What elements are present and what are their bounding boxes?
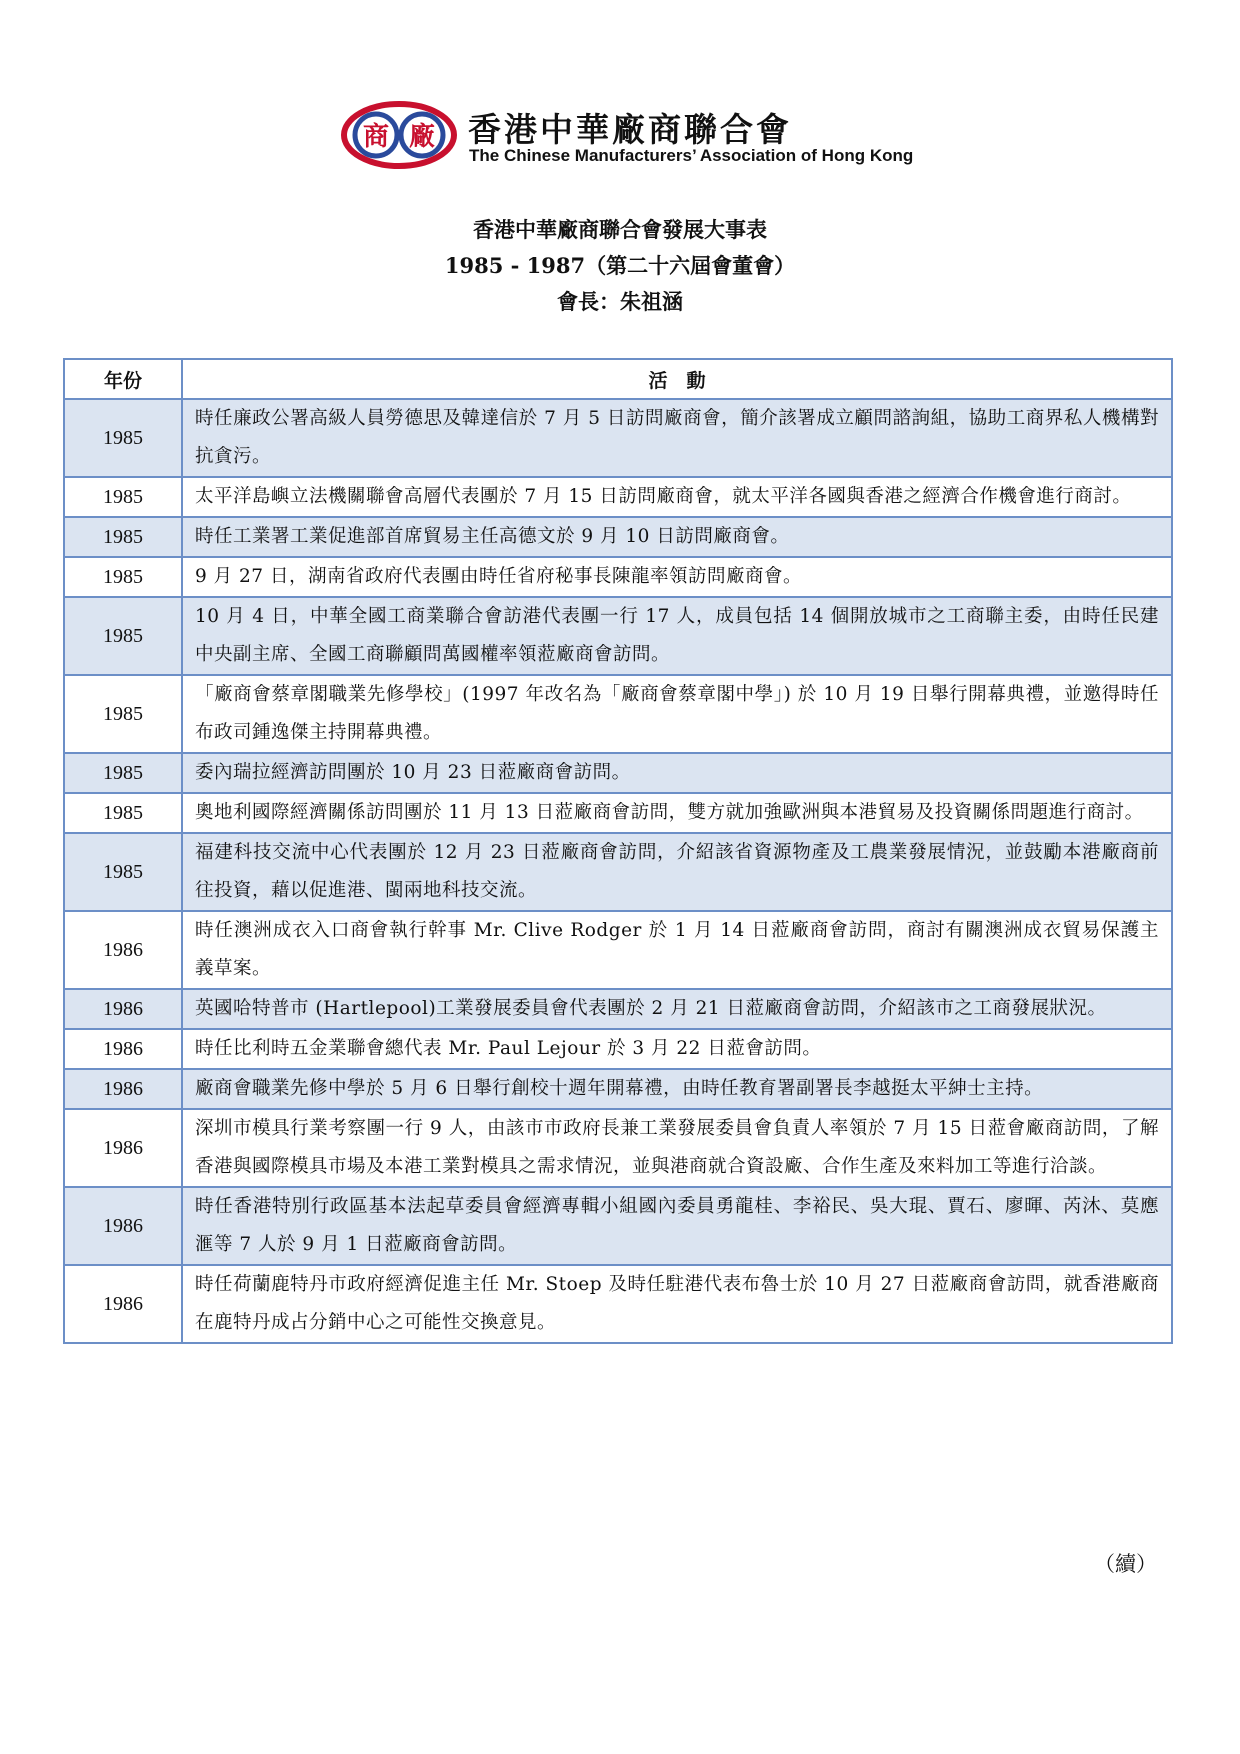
- logo-right-char: 廠: [408, 122, 436, 152]
- table-row: [64, 833, 1172, 911]
- year-cell: 1985: [64, 833, 182, 911]
- year-cell: 1986: [64, 1029, 182, 1069]
- activity-cell: 奧地利國際經濟關係訪問團於 11 月 13 日蒞廠商會訪問，雙方就加強歐洲與本港貿易及投資關係問題進行商討。: [182, 793, 1172, 833]
- table-row: [64, 793, 1172, 833]
- activity-cell: 廠商會職業先修中學於 5 月 6 日舉行創校十週年開幕禮，由時任教育署副署長李越挺太平紳士主持。: [182, 1069, 1172, 1109]
- org-name-chinese: 香港中華廠商聯合會: [468, 110, 792, 149]
- activity-cell: 時任工業署工業促進部首席貿易主任高德文於 9 月 10 日訪問廠商會。: [182, 517, 1172, 557]
- table-row: [64, 1069, 1172, 1109]
- activity-cell: 福建科技交流中心代表團於 12 月 23 日蒞廠商會訪問，介紹該省資源物產及工農業發展情況，並鼓勵本港廠商前往投資，藉以促進港、閩兩地科技交流。: [182, 833, 1172, 911]
- activity-cell: 時任澳洲成衣入口商會執行幹事 Mr. Clive Rodger 於 1 月 14 日蒞廠商會訪問，商討有關澳洲成衣貿易保護主義草案。: [182, 911, 1172, 989]
- table-header-row: [64, 359, 1172, 399]
- document-title: 香港中華廠商聯合會發展大事表: [473, 217, 767, 242]
- table-row: [64, 557, 1172, 597]
- table-row: [64, 517, 1172, 557]
- year-cell: 1985: [64, 399, 182, 477]
- events-table: [63, 358, 1173, 1344]
- table-row: [64, 1029, 1172, 1069]
- year-cell: 1986: [64, 1109, 182, 1187]
- year-cell: 1986: [64, 989, 182, 1029]
- document-subtitle: 1985 - 1987（第二十六屆會董會）: [444, 253, 796, 278]
- activity-cell: 9 月 27 日，湖南省政府代表團由時任省府秘事長陳龍率領訪問廠商會。: [182, 557, 1172, 597]
- activity-cell: 太平洋島嶼立法機關聯會高層代表團於 7 月 15 日訪問廠商會，就太平洋各國與香港之經濟合作機會進行商討。: [182, 477, 1172, 517]
- table-row: [64, 989, 1172, 1029]
- org-name-english: The Chinese Manufacturers’ Association of Hong Kong: [469, 146, 914, 165]
- activity-cell: 10 月 4 日，中華全國工商業聯合會訪港代表團一行 17 人，成員包括 14 個開放城市之工商聯主委，由時任民建中央副主席、全國工商聯顧問萬國權率領蒞廠商會訪問。: [182, 597, 1172, 675]
- year-cell: 1986: [64, 1265, 182, 1343]
- year-cell: 1985: [64, 517, 182, 557]
- year-cell: 1985: [64, 597, 182, 675]
- table-row: [64, 477, 1172, 517]
- activity-cell: 時任香港特別行政區基本法起草委員會經濟專輯小組國內委員勇龍桂、李裕民、吳大琨、賈石、廖暉、芮沐、莫應滙等 7 人於 9 月 1 日蒞廠商會訪問。: [182, 1187, 1172, 1265]
- year-cell: 1985: [64, 793, 182, 833]
- activity-column-header: 活 動: [182, 359, 1172, 399]
- year-cell: 1985: [64, 753, 182, 793]
- letterhead: [340, 100, 920, 170]
- table-row: [64, 1109, 1172, 1187]
- table-row: [64, 597, 1172, 675]
- activity-cell: 深圳市模具行業考察團一行 9 人，由該市市政府長兼工業發展委員會負責人率領於 7 月 15 日蒞會廠商訪問，了解香港與國際模具市場及本港工業對模具之需求情況，並與港商就合資設廠、合作生產及來料加工等進行洽談。: [182, 1109, 1172, 1187]
- table-row: [64, 675, 1172, 753]
- table-row: [64, 911, 1172, 989]
- document-titles: [0, 212, 1240, 320]
- continued-note: （續）: [1094, 1552, 1157, 1576]
- table-row: [64, 1187, 1172, 1265]
- table-row: [64, 1265, 1172, 1343]
- activity-cell: 時任荷蘭鹿特丹市政府經濟促進主任 Mr. Stoep 及時任駐港代表布魯士於 10 月 27 日蒞廠商會訪問，就香港廠商在鹿特丹成占分銷中心之可能性交換意見。: [182, 1265, 1172, 1343]
- activity-cell: 時任廉政公署高級人員勞德思及韓達信於 7 月 5 日訪問廠商會，簡介該署成立顧問諮詢組，協助工商界私人機構對抗貪污。: [182, 399, 1172, 477]
- activity-cell: 時任比利時五金業聯會總代表 Mr. Paul Lejour 於 3 月 22 日蒞會訪問。: [182, 1029, 1172, 1069]
- logo-left-char: 商: [362, 122, 390, 152]
- table-row: [64, 753, 1172, 793]
- activity-cell: 英國哈特普市 (Hartlepool)工業發展委員會代表團於 2 月 21 日蒞廠商會訪問，介紹該市之工商發展狀況。: [182, 989, 1172, 1029]
- year-cell: 1986: [64, 1069, 182, 1109]
- year-column-header: 年份: [64, 359, 182, 399]
- year-cell: 1986: [64, 911, 182, 989]
- chairman-line: 會長：朱祖涵: [557, 289, 683, 314]
- year-cell: 1985: [64, 557, 182, 597]
- year-cell: 1986: [64, 1187, 182, 1265]
- association-logo: [340, 100, 458, 170]
- year-cell: 1985: [64, 675, 182, 753]
- activity-cell: 「廠商會蔡章閣職業先修學校」(1997 年改名為「廠商會蔡章閣中學」) 於 10 月 19 日舉行開幕典禮，並邀得時任布政司鍾逸傑主持開幕典禮。: [182, 675, 1172, 753]
- year-cell: 1985: [64, 477, 182, 517]
- activity-cell: 委內瑞拉經濟訪問團於 10 月 23 日蒞廠商會訪問。: [182, 753, 1172, 793]
- table-body: [64, 399, 1172, 1343]
- table-row: [64, 399, 1172, 477]
